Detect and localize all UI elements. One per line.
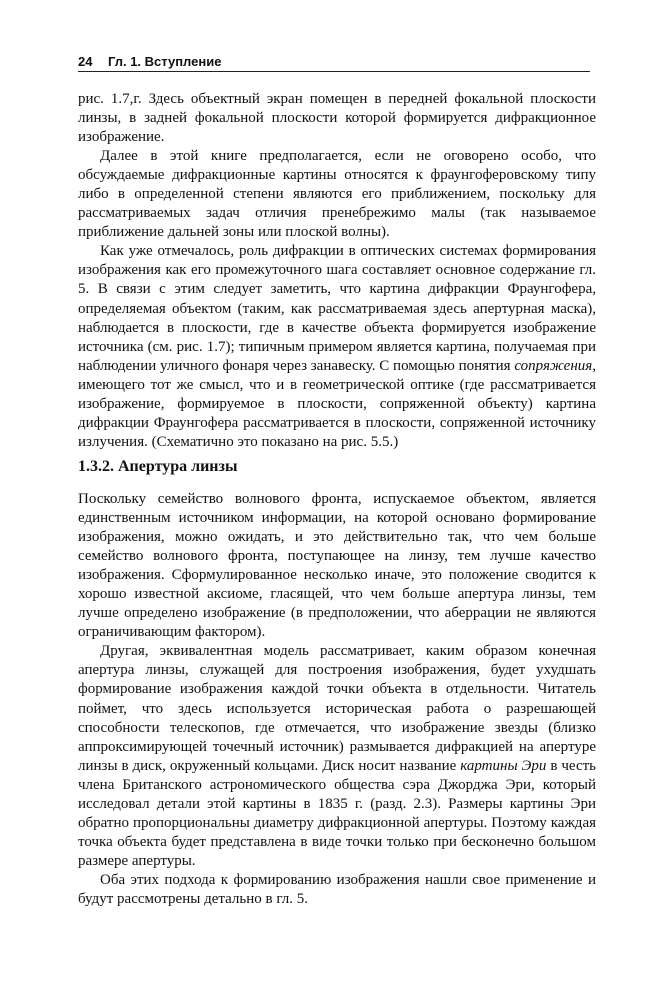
paragraph-wavefront: Поскольку семейство волнового фронта, испускаемое объектом, является единственным источником информации, на которой основано формирование изображения, можно ожидать, и это действительно так, что чем больше семейство волнового фронта, поступающее на линзу, тем лучше качество изображения. Сформулированное несколько иначе, это положение сводится к хорошо известной аксиоме, гласящей, что чем больше апертура линзы, тем лучше определено изображение (в предположении, что аберрации не являются ограничивающим фактором). [78, 491, 596, 641]
running-header [78, 54, 590, 70]
chapter-title: Гл. 1. Вступление [108, 54, 222, 69]
section-heading: 1.3.2. Апертура линзы [78, 458, 238, 475]
paragraph-intro: рис. 1.7,г. Здесь объектный экран помещен в передней фокальной плоскости линзы, в задней фокальной плоскости которой формируется дифракционное изображение. [78, 91, 596, 146]
page-number: 24 [78, 54, 93, 69]
emphasis-term: сопряжения [514, 357, 593, 374]
emphasis-term: картины Эри [460, 757, 547, 774]
text-block-upper [78, 90, 596, 452]
text-block-lower [78, 490, 596, 909]
header-rule [78, 71, 590, 72]
paragraph-fraunhofer-approx: Далее в этой книге предполагается, если не оговорено особо, что обсуждаемые дифракционные картины относятся к фраунгоферовскому типу либо в определенной степени являются его приближением, поскольку для рассматриваемых задач отличия пренебрежимо малы (так называемое приближение дальней зоны или плоской волны). [78, 148, 596, 241]
paragraph-airy: Другая, эквивалентная модель рассматривает, каким образом конечная апертура линзы, служащей для построения изображения, будет ухудшать формирование изображения каждой точки объекта в отдельности. Читатель поймет, что здесь используется историческая работа о разрешающей способности телескопов, где отмечается, что изображение звезды (близко аппроксимирующей точечный источник) размывается дифракцией на апертуре линзы в диск, окруженный кольцами. Диск носит название картины Эри в честь члена Британского астрономического общества сэра Джорджа Эри, который исследовал детали этой картины в 1835 г. (разд. 2.3). Размеры картины Эри обратно пропорциональны диаметру дифракционной апертуры. Поэтому каждая точка объекта будет представлена в виде точки только при бесконечно большом размере апертуры. [78, 643, 596, 869]
paragraph-conclusion: Оба этих подхода к формированию изображения нашли свое применение и будут рассмотрены детально в гл. 5. [78, 871, 596, 907]
paragraph-diffraction-role: Как уже отмечалось, роль дифракции в оптических системах формирования изображения как его промежуточного шага составляет основное содержание гл. 5. В связи с этим следует заметить, что картина дифракции Фраунгофера, определяемая объектом (таким, как рассматриваемая здесь апертурная маска), наблюдается в плоскости, где в качестве объекта формируется изображение источника (см. рис. 1.7); типичным примером является картина, получаемая при наблюдении уличного фонаря через занавеску. С помощью понятия сопряжения, имеющего тот же смысл, что и в геометрической оптике (где рассматривается изображение, формируемое в плоскости, сопряженной объекту) картина дифракции Фраунгофера рассматривается в плоскости, сопряженной источнику излучения. (Схематично это показано на рис. 5.5.) [78, 243, 596, 450]
